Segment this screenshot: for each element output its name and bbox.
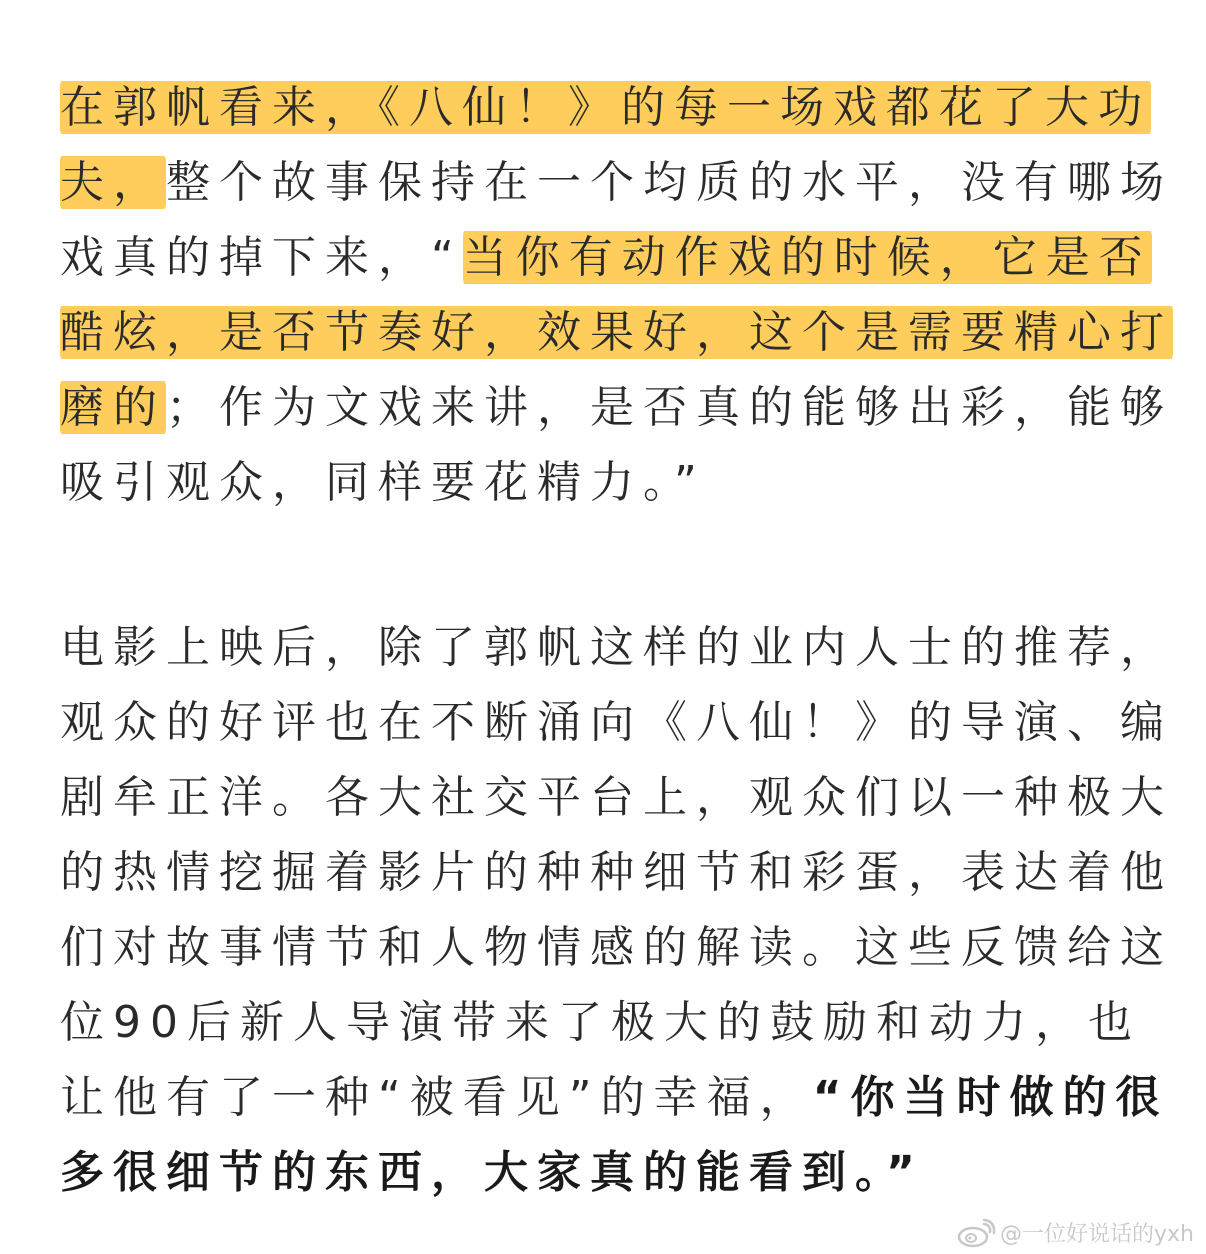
text-line: 位90后新人导演带来了极大的鼓励和动力，也 bbox=[60, 997, 1141, 1048]
body-text: 戏真的掉下来，“ bbox=[60, 232, 463, 283]
text-line bbox=[60, 370, 1173, 445]
highlighted-text: 在郭帆看来，《八仙！》的每一场戏都花了大功 bbox=[60, 76, 1151, 139]
body-text: 让他有了一种“被看见”的幸福， bbox=[60, 1072, 813, 1123]
highlighted-text: 磨的 bbox=[60, 376, 166, 439]
text-line bbox=[60, 70, 1150, 145]
highlighted-text: 当你有动作戏的时候，它是否 bbox=[463, 226, 1152, 289]
watermark-text: @一位好说话的yxh bbox=[1000, 1222, 1194, 1247]
body-text: 吸引观众，同样要花精力。” bbox=[60, 457, 706, 508]
text-line bbox=[60, 1060, 1169, 1135]
watermark bbox=[956, 1217, 1194, 1248]
bold-quote-text: 多很细节的东西，大家真的能看到。” bbox=[60, 1147, 924, 1198]
body-text: ；作为文戏来讲，是否真的能够出彩，能够 bbox=[166, 382, 1173, 433]
bold-quote-text: “你当时做的很 bbox=[812, 1072, 1169, 1123]
text-line bbox=[60, 295, 1173, 370]
weibo-icon bbox=[956, 1218, 996, 1248]
text-line: 的热情挖掘着影片的种种细节和彩蛋，表达着他 bbox=[60, 847, 1173, 898]
article-body bbox=[60, 70, 1173, 1210]
text-line bbox=[60, 220, 1150, 295]
text-line: 观众的好评也在不断涌向《八仙！》的导演、编 bbox=[60, 697, 1173, 748]
text-line bbox=[60, 145, 1173, 220]
text-line: 们对故事情节和人物情感的解读。这些反馈给这 bbox=[60, 922, 1173, 973]
text-line bbox=[60, 445, 1150, 520]
body-text: 整个故事保持在一个均质的水平，没有哪场 bbox=[166, 157, 1173, 208]
highlighted-text: 夫， bbox=[60, 151, 166, 214]
paragraph-gap bbox=[60, 520, 1150, 610]
text-line: 剧牟正洋。各大社交平台上，观众们以一种极大 bbox=[60, 772, 1173, 823]
text-line bbox=[60, 1135, 1150, 1210]
text-line: 电影上映后，除了郭帆这样的业内人士的推荐， bbox=[60, 622, 1173, 673]
paragraph-1 bbox=[60, 70, 1173, 520]
highlighted-text: 酷炫，是否节奏好，效果好，这个是需要精心打 bbox=[60, 301, 1173, 364]
paragraph-2 bbox=[60, 610, 1173, 1210]
